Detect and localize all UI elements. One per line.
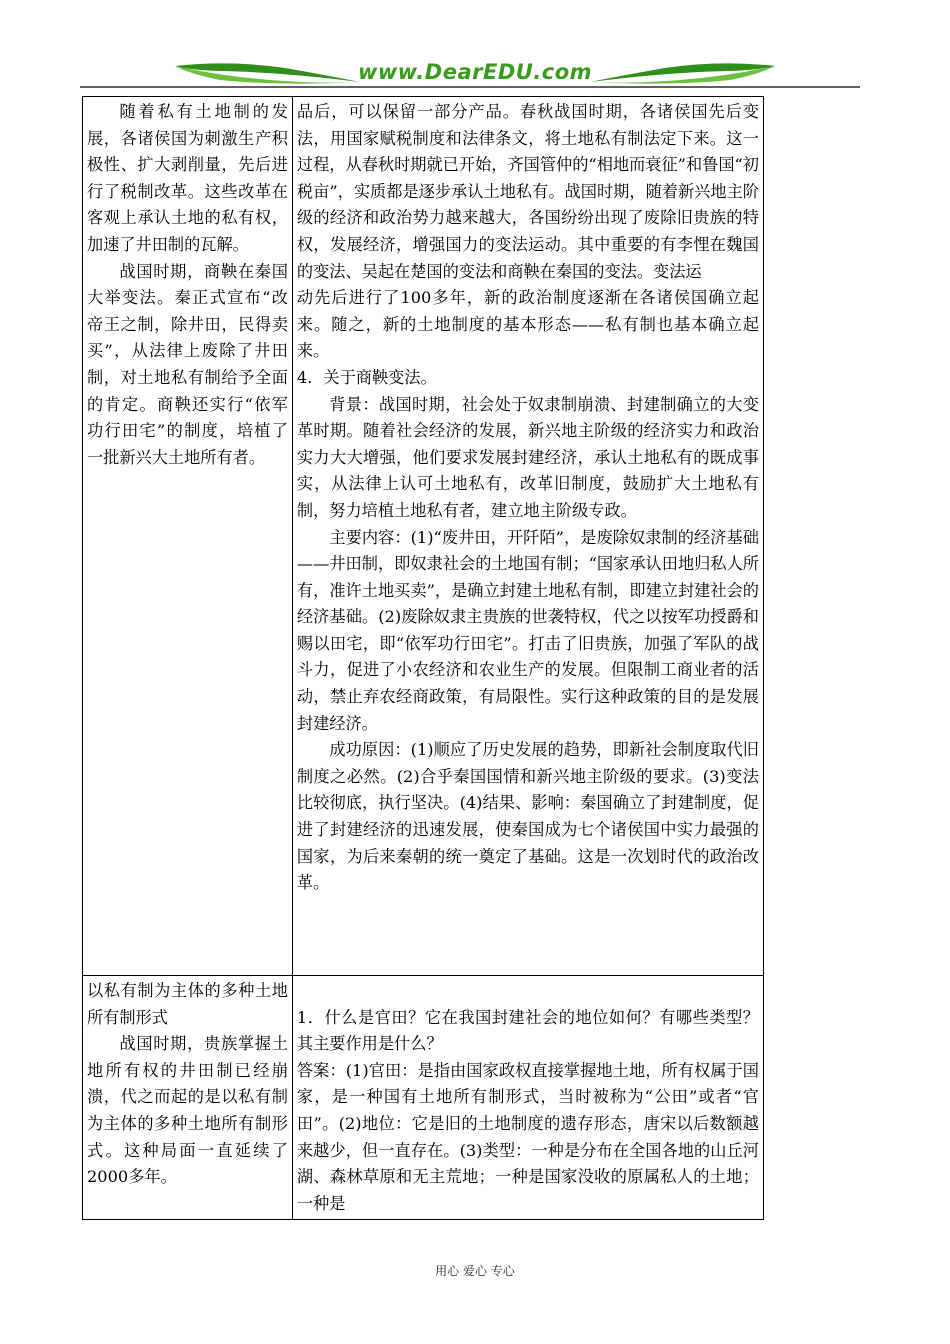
left-paragraph: 战国时期，商鞅在秦国大举变法。秦正式宣布“改帝王之制，除井田，民得卖买”，从法律上废除了井田制，对土地私有制给予全面的肯定。商鞅还实行“依军功行田宅”的制度，培植了一批新兴大土地所有者。 [87,261,288,467]
left-column-cell [83,97,293,976]
right-paragraph: 品后，可以保留一部分产品。春秋战国时期，各诸侯国先后变法，用国家赋税制度和法律条文，将土地私有制法定下来。这一过程，从春秋时期就已开始，齐国管仲的“相地而衰征”和鲁国“初税亩”，实质都是逐步承认土地私有。战国时期，随着新兴地主阶级的经济和政治势力越来越大，各国纷纷出现了废除旧贵族的特权，发展经济，增强国力的变法运动。其中重要的有李悝在魏国的变法、吴起在楚国的变法和商鞅在秦国的变法。变法运 [296,102,759,281]
table-row [83,976,764,1220]
table-row [83,97,764,976]
question-text: 1．什么是官田？它在我国封建社会的地位如何？有哪些类型？其主要作用是什么？ [296,1007,759,1054]
page-header [80,52,870,92]
blank-line [297,978,759,1005]
section-heading: 4．关于商鞅变法。 [296,367,437,387]
left-paragraph: 战国时期，贵族掌握土地所有权的井田制已经崩溃，代之而起的是以私有制为主体的多种土地所有制形式。这种局面一直延续了2000多年。 [87,1034,288,1187]
page-footer: 用心 爱心 专心 [435,1264,515,1278]
right-paragraph: 动先后进行了100多年，新的政治制度逐渐在各诸侯国确立起来。随之，新的土地制度的基本形态——私有制也基本确立起来。 [296,288,759,361]
left-column-cell [83,976,293,1220]
right-paragraph: 背景：战国时期，社会处于奴隶制崩溃、封建制确立的大变革时期。随着社会经济的发展，新兴地主阶级的经济实力和政治实力大大增强，他们要求发展封建经济，承认土地私有的既成事实，从法律上认可土地私有，改革旧制度，鼓励扩大土地私有制，努力培植土地私有者，建立地主阶级专政。 [296,394,759,520]
right-paragraph: 主要内容：(1)“废井田，开阡陌”，是废除奴隶制的经济基础——井田制，即奴隶社会的土地国有制；“国家承认田地归私人所有，准许土地买卖”，是确立封建土地私有制，即建立封建社会的经济基础。(2)废除奴隶主贵族的世袭特权，代之以按军功授爵和赐以田宅，即“依军功行田宅”。打击了旧贵族，加强了军队的战斗力，促进了小农经济和农业生产的发展。但限制工商业者的活动，禁止弃农经商政策，有局限性。实行这种政策的目的是发展封建经济。 [296,527,759,733]
right-paragraph: 成功原因：(1)顺应了历史发展的趋势，即新社会制度取代旧制度之必然。(2)合乎秦国国情和新兴地主阶级的要求。(3)变法比较彻底，执行坚决。(4)结果、影响：秦国确立了封建制度，促进了封建经济的迅速发展，使秦国成为七个诸侯国中实力最强的国家，为后来秦朝的统一奠定了基础。这是一次划时代的政治改革。 [296,740,759,893]
site-logo-text[interactable]: www.DearEDU.com [357,60,593,84]
content-table [82,96,764,1220]
right-column-cell [292,976,763,1220]
left-paragraph: 随着私有土地制的发展，各诸侯国为刺激生产积极性、扩大剥削量，先后进行了税制改革。这些改革在客观上承认土地的私有权，加速了井田制的瓦解。 [87,102,288,254]
answer-text: 答案：(1)官田：是指由国家政权直接掌握地土地，所有权属于国家，是一种国有土地所有制形式，当时被称为“公田”或者“官田”。(2)地位：它是旧的土地制度的遗存形态，唐宋以后数额越来越少，但一直存在。(3)类型：一种是分布在全国各地的山丘河湖、森林草原和无主荒地；一种是国家没收的原属私人的土地；一种是 [296,1060,759,1213]
right-column-cell [292,97,763,976]
topic-title: 以私有制为主体的多种土地所有制形式 [87,981,288,1027]
